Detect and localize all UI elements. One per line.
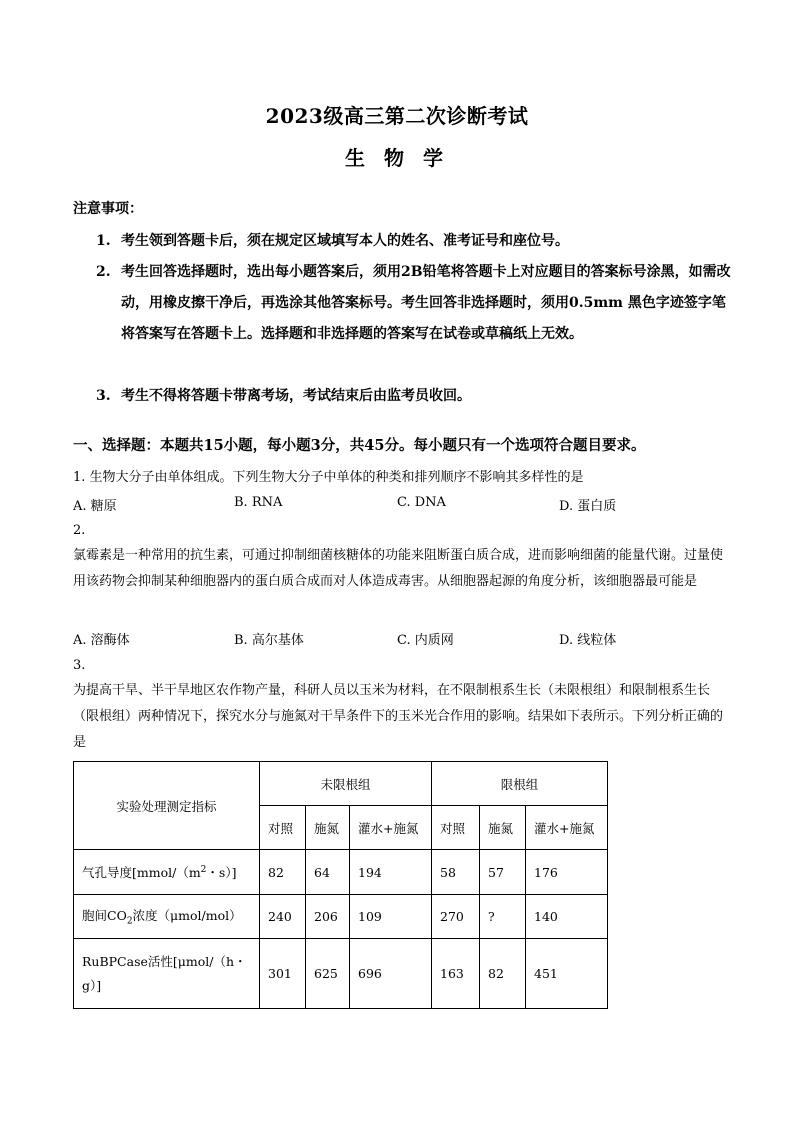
option-c: C. 内质网 (397, 633, 454, 648)
group-unrestricted-header: 未限根组 (260, 762, 432, 806)
table-header-row (74, 762, 608, 806)
notice-item-3 (96, 381, 736, 412)
question-1-options (73, 495, 723, 519)
table-row (74, 895, 608, 939)
table-cell: 57 (480, 850, 526, 895)
notice-item-number: 2. (96, 264, 111, 280)
question-2-options (73, 629, 723, 653)
question-2-number: 2. (73, 523, 86, 538)
question-3-number: 3. (73, 658, 86, 673)
option-d: D. 蛋白质 (559, 499, 617, 514)
option-a: A. 溶酶体 (73, 633, 130, 648)
table-cell: 82 (480, 939, 526, 1009)
subheader-cell: 对照 (432, 806, 480, 850)
notice-item-text: 考生不得将答题卡带离考场，考试结束后由监考员收回。 (121, 388, 471, 404)
row-label: 气孔导度[$mmol/(m^2$・s）] (74, 850, 260, 895)
table-row (74, 850, 608, 895)
exam-title: 2023级高三第二次诊断考试 (265, 104, 529, 128)
question-3-stem: 为提高干旱、半干旱地区农作物产量，科研人员以玉米为材料，在不限制根系生长（未限根组）和限制根系生长（限根组）两种情况下，探究水分与施氮对干旱条件下的玉米光合作用的影响。结果如下表所示。下列分析正确的是 (73, 683, 724, 750)
results-table (73, 761, 608, 1009)
subheader-cell: 对照 (260, 806, 306, 850)
notice-item-1 (96, 226, 736, 257)
notice-item-text: 考生领到答题卡后，须在规定区域填写本人的姓名、准考证号和座位号。 (121, 233, 569, 249)
table-cell: 206 (306, 895, 350, 939)
table-cell: 194 (350, 850, 432, 895)
table-cell: 301 (260, 939, 306, 1009)
subheader-cell: 灌水+施氮 (526, 806, 608, 850)
row-label: 胞间$CO_2$浓度（μmol/mol） (74, 895, 260, 939)
subheader-cell: 施氮 (306, 806, 350, 850)
table-cell: 82 (260, 850, 306, 895)
subheader-cell: 施氮 (480, 806, 526, 850)
row-label: RuBPCase活性[μmol/（h・g）] (74, 939, 260, 1009)
table-cell: 240 (260, 895, 306, 939)
notice-item-number: 1. (96, 233, 111, 249)
section-heading: 一、选择题：本题共15小题，每小题3分，共45分。每小题只有一个选项符合题目要求。 (73, 437, 646, 454)
question-2-stem: 氯霉素是一种常用的抗生素，可通过抑制细菌核糖体的功能来阻断蛋白质合成，进而影响细菌的能量代谢。过量使用该药物会抑制某种细胞器内的蛋白质合成而对人体造成毒害。从细胞器起源的角度分析，该细胞器最可能是 (73, 548, 724, 589)
option-b: B. 高尔基体 (234, 633, 304, 648)
table-cell: 58 (432, 850, 480, 895)
question-1-stem: 1. 生物大分子由单体组成。下列生物大分子中单体的种类和排列顺序不影响其多样性的是 (73, 470, 584, 485)
table-cell: ? (480, 895, 526, 939)
subheader-cell: 灌水+施氮 (350, 806, 432, 850)
option-d: D. 线粒体 (559, 633, 617, 648)
notice-item-text: 考生回答选择题时，选出每小题答案后，须用2B铅笔将答题卡上对应题目的答案标号涂黑，如需改动，用橡皮擦干净后，再选涂其他答案标号。考生回答非选择题时，须用0.5mm 黑色字迹签字笔将答案写在答题卡上。选择题和非选择题的答案写在试卷或草稿纸上无效。 (121, 264, 731, 342)
table-cell: 625 (306, 939, 350, 1009)
option-a: A. 糖原 (73, 499, 117, 514)
notice-item-2 (96, 257, 736, 350)
table-cell: 451 (526, 939, 608, 1009)
table-cell: 109 (350, 895, 432, 939)
table-cell: 270 (432, 895, 480, 939)
table-cell: 140 (526, 895, 608, 939)
notice-heading: 注意事项： (73, 201, 143, 217)
option-c: C. DNA (397, 495, 446, 510)
table-cell: 163 (432, 939, 480, 1009)
notice-item-number: 3. (96, 388, 111, 404)
table-cell: 176 (526, 850, 608, 895)
table-cell: 64 (306, 850, 350, 895)
subject-title: 生 物 学 (345, 146, 449, 170)
option-b: B. RNA (234, 495, 283, 510)
table-cell: 696 (350, 939, 432, 1009)
group-restricted-header: 限根组 (432, 762, 608, 806)
table-corner-cell: 实验处理测定指标 (74, 762, 260, 850)
table-row (74, 939, 608, 1009)
